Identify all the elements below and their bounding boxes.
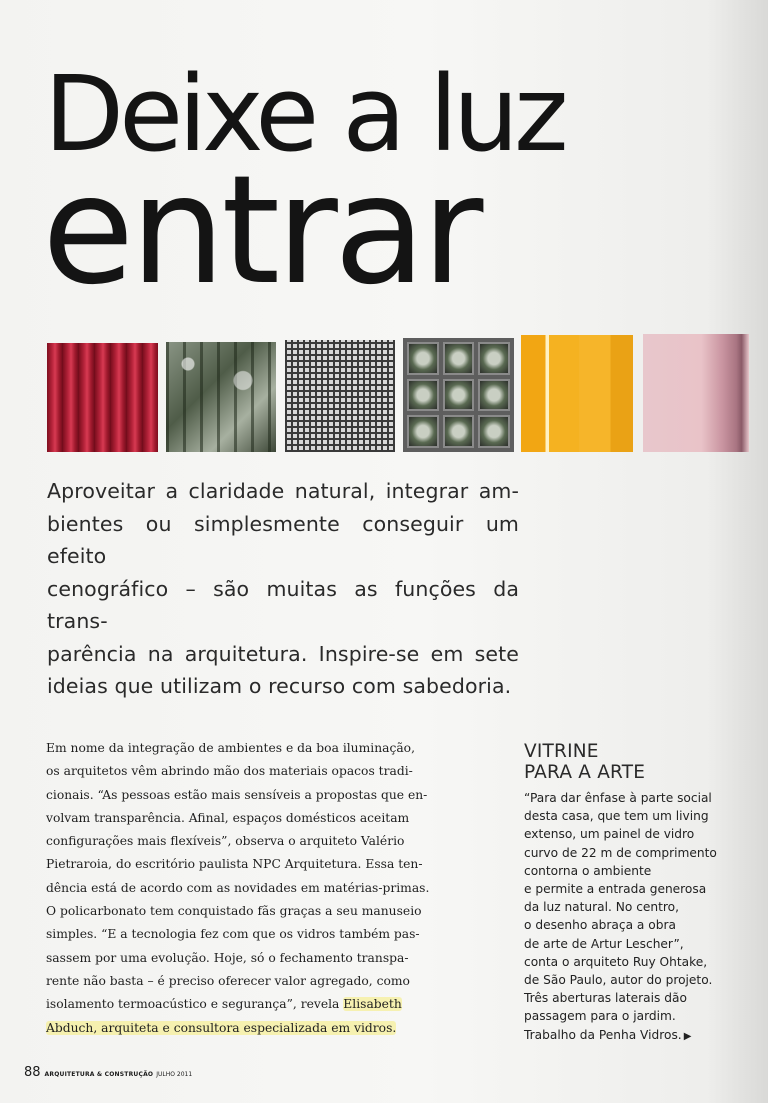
issue-date: JULHO 2011 <box>156 1071 193 1078</box>
sidebar-line: contorna o ambiente <box>524 863 652 878</box>
sidebar-title <box>524 741 645 783</box>
body-line-highlighted <box>46 993 402 1016</box>
body-line-text: isolamento termoacústico e segurança”, revela <box>46 997 340 1012</box>
sidebar-line-last <box>524 1026 717 1046</box>
highlighted-name: Elisabeth <box>343 997 402 1012</box>
headline-line-1: Deixe a luz <box>44 53 564 175</box>
magazine-name: ARQUITETURA & CONSTRUÇÃO <box>44 1071 154 1078</box>
body-paragraph <box>46 737 430 1040</box>
glass-block <box>478 415 510 448</box>
glass-block <box>407 342 439 375</box>
glass-block <box>443 415 475 448</box>
sidebar-line: extenso, um painel de vidro <box>524 827 695 842</box>
sidebar-title-line-2: PARA A ARTE <box>524 762 646 783</box>
glass-block <box>443 342 475 375</box>
body-line: Em nome da integração de ambientes e da boa iluminação, <box>46 741 415 755</box>
glass-block <box>407 415 439 448</box>
sidebar-line: de São Paulo, autor do projeto. <box>524 973 713 988</box>
sidebar-caption <box>524 789 717 1046</box>
material-swatches <box>47 338 749 454</box>
intro-line: parência na arquitetura. Inspire-se em sete <box>47 641 519 666</box>
body-line: Pietraroia, do escritório paulista NPC Arquitetura. Essa ten- <box>46 857 423 872</box>
sidebar-line: conta o arquiteto Ruy Ohtake, <box>524 954 708 969</box>
glass-block <box>407 379 439 412</box>
sidebar-line: desta casa, que tem um living <box>524 809 709 824</box>
body-line: configurações mais flexíveis”, observa o arquiteto Valério <box>46 834 405 849</box>
headline-line-2: entrar <box>42 144 480 318</box>
body-line: O policarbonato tem conquistado fãs graças a seu manuseio <box>46 904 422 919</box>
glass-blocks-swatch <box>403 338 514 452</box>
sidebar-line: da luz natural. No centro, <box>524 900 679 915</box>
metal-grid-swatch <box>285 340 395 452</box>
body-line: os arquitetos vêm abrindo mão dos materiais opacos tradi- <box>46 764 413 779</box>
body-line: volvam transparência. Afinal, espaços domésticos aceitam <box>46 810 410 825</box>
glass-block <box>443 379 475 412</box>
sidebar-line: passagem para o jardim. <box>524 1009 676 1024</box>
intro-paragraph <box>47 475 519 703</box>
trees-glass-swatch <box>166 342 276 452</box>
highlighted-credit: Abduch, arquiteta e consultora especializada em vidros. <box>46 1020 397 1035</box>
sidebar-title-line-1: VITRINE <box>524 741 599 762</box>
body-line: cionais. “As pessoas estão mais sensíveis a propostas que en- <box>46 787 428 802</box>
body-line: simples. “E a tecnologia fez com que os vidros também pas- <box>46 927 420 942</box>
sidebar-line: “Para dar ênfase à parte social <box>524 791 712 805</box>
page-number: 88 <box>24 1065 41 1080</box>
page-footer <box>24 1061 192 1080</box>
body-line: rente não basta – é preciso oferecer valor agregado, como <box>46 973 410 988</box>
sidebar-line: curvo de 22 m de comprimento <box>524 845 717 860</box>
sidebar-line: de arte de Artur Lescher”, <box>524 936 684 951</box>
red-curtain-swatch <box>47 343 158 452</box>
intro-line: bientes ou simplesmente conseguir um efeito <box>47 511 519 568</box>
sidebar-line: e permite a entrada generosa <box>524 882 707 897</box>
intro-line: ideias que utilizam o recurso com sabedoria. <box>47 674 512 698</box>
pink-panel-swatch <box>643 334 749 452</box>
body-line <box>46 1017 396 1040</box>
intro-line: cenográfico – são muitas as funções da trans- <box>47 576 519 633</box>
glass-block <box>478 342 510 375</box>
body-line: dência está de acordo com as novidades em matérias-primas. <box>46 880 430 895</box>
intro-line: Aproveitar a claridade natural, integrar am- <box>47 479 519 503</box>
headline <box>42 53 564 318</box>
sidebar-line: Trabalho da Penha Vidros. <box>524 1027 682 1042</box>
sidebar-line: o desenho abraça a obra <box>524 918 676 933</box>
continue-arrow-icon: ▶ <box>683 1030 692 1042</box>
glass-block <box>478 379 510 412</box>
body-line: sassem por uma evolução. Hoje, só o fechamento transpa- <box>46 950 409 965</box>
yellow-panel-swatch <box>521 335 633 452</box>
sidebar-line: Três aberturas laterais dão <box>524 991 687 1006</box>
